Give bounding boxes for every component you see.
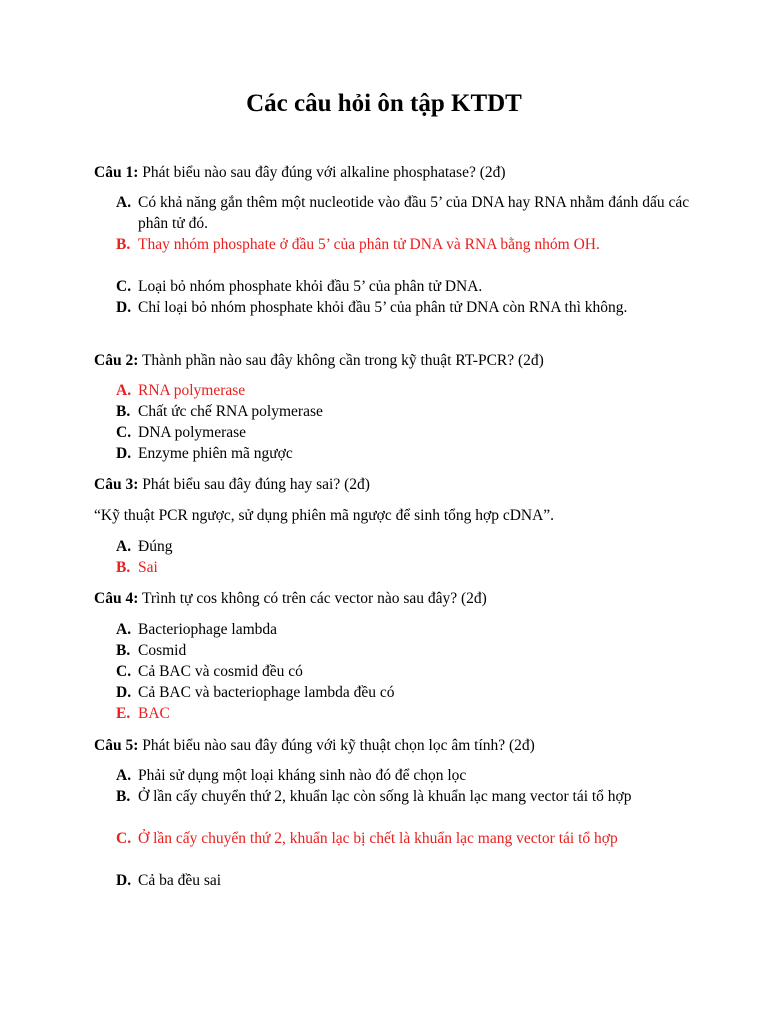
q5-option-c-correct bbox=[116, 828, 698, 849]
question-2 bbox=[94, 350, 714, 371]
q4-option-d bbox=[116, 682, 698, 703]
option-text: Chất ức chế RNA polymerase bbox=[138, 403, 323, 420]
question-3-text: Phát biểu sau đây đúng hay sai? (2đ) bbox=[142, 476, 370, 493]
option-text: Enzyme phiên mã ngược bbox=[138, 445, 293, 462]
q3-option-a bbox=[116, 536, 698, 557]
option-text: Cả ba đều sai bbox=[138, 872, 222, 889]
q1-option-d bbox=[116, 297, 698, 318]
q3-option-b-correct bbox=[116, 557, 698, 578]
option-label: A. bbox=[116, 767, 132, 784]
option-text: BAC bbox=[138, 705, 170, 722]
option-text: Có khả năng gắn thêm một nucleotide vào đầu 5’ của DNA hay RNA nhằm đánh dấu các phân tử đó. bbox=[138, 194, 690, 232]
option-text: Phải sử dụng một loại kháng sinh nào đó để chọn lọc bbox=[138, 767, 467, 784]
q2-option-d bbox=[116, 443, 698, 464]
question-4 bbox=[94, 588, 714, 609]
question-5-label: Câu 5: bbox=[94, 737, 139, 754]
question-2-label: Câu 2: bbox=[94, 352, 139, 369]
option-text: Ở lần cấy chuyển thứ 2, khuẩn lạc bị chết là khuẩn lạc mang vector tái tổ hợp bbox=[138, 830, 618, 847]
option-text: Cả BAC và bacteriophage lambda đều có bbox=[138, 684, 395, 701]
option-text: DNA polymerase bbox=[138, 424, 247, 441]
option-label: C. bbox=[116, 424, 132, 441]
q4-option-b bbox=[116, 640, 698, 661]
option-label: A. bbox=[116, 538, 132, 555]
option-text: Loại bỏ nhóm phosphate khỏi đầu 5’ của phân tử DNA. bbox=[138, 278, 483, 295]
question-4-label: Câu 4: bbox=[94, 590, 139, 607]
q5-option-d bbox=[116, 870, 698, 891]
q2-option-a-correct bbox=[116, 380, 698, 401]
q1-option-b-correct bbox=[116, 234, 698, 255]
option-label: A. bbox=[116, 194, 132, 211]
option-text: Sai bbox=[138, 559, 158, 576]
option-label: D. bbox=[116, 684, 132, 701]
option-text: Thay nhóm phosphate ở đầu 5’ của phân tử DNA và RNA bằng nhóm OH. bbox=[138, 236, 600, 253]
option-label: B. bbox=[116, 788, 131, 805]
option-label: B. bbox=[116, 559, 131, 576]
q1-option-c bbox=[116, 276, 698, 297]
q4-option-c bbox=[116, 661, 698, 682]
q4-option-e-correct bbox=[116, 703, 698, 724]
q1-option-a bbox=[116, 192, 698, 234]
q5-option-a bbox=[116, 765, 698, 786]
option-label: D. bbox=[116, 445, 132, 462]
question-4-text: Trình tự cos không có trên các vector nào sau đây? (2đ) bbox=[141, 590, 487, 607]
option-label: B. bbox=[116, 403, 131, 420]
option-text: Cả BAC và cosmid đều có bbox=[138, 663, 303, 680]
option-label: D. bbox=[116, 299, 132, 316]
question-1-label: Câu 1: bbox=[94, 164, 139, 181]
option-text: Ở lần cấy chuyển thứ 2, khuẩn lạc còn sống là khuẩn lạc mang vector tái tổ hợp bbox=[138, 788, 632, 805]
option-label: C. bbox=[116, 278, 132, 295]
option-label: A. bbox=[116, 621, 132, 638]
option-label: B. bbox=[116, 236, 131, 253]
option-text: Bacteriophage lambda bbox=[138, 621, 278, 638]
question-1-text: Phát biểu nào sau đây đúng với alkaline phosphatase? (2đ) bbox=[142, 164, 506, 181]
option-label: E. bbox=[116, 705, 131, 722]
q2-option-b bbox=[116, 401, 698, 422]
option-text: Đúng bbox=[138, 538, 173, 555]
option-label: C. bbox=[116, 830, 132, 847]
q5-option-b bbox=[116, 786, 698, 807]
question-3-statement: “Kỹ thuật PCR ngược, sử dụng phiên mã ngược để sinh tổng hợp cDNA”. bbox=[94, 507, 555, 524]
question-2-text: Thành phần nào sau đây không cần trong kỹ thuật RT-PCR? (2đ) bbox=[141, 352, 544, 369]
question-5-text: Phát biểu nào sau đây đúng với kỹ thuật chọn lọc âm tính? (2đ) bbox=[142, 737, 535, 754]
option-label: A. bbox=[116, 382, 132, 399]
option-text: RNA polymerase bbox=[138, 382, 246, 399]
q4-option-a bbox=[116, 619, 698, 640]
question-3 bbox=[94, 474, 714, 495]
question-3-label: Câu 3: bbox=[94, 476, 139, 493]
question-5 bbox=[94, 735, 714, 756]
option-label: C. bbox=[116, 663, 132, 680]
option-label: D. bbox=[116, 872, 132, 889]
option-text: Cosmid bbox=[138, 642, 187, 659]
option-label: B. bbox=[116, 642, 131, 659]
q2-option-c bbox=[116, 422, 698, 443]
question-1 bbox=[94, 162, 714, 183]
page-title: Các câu hỏi ôn tập KTDT bbox=[246, 90, 522, 117]
option-text: Chỉ loại bỏ nhóm phosphate khỏi đầu 5’ của phân tử DNA còn RNA thì không. bbox=[138, 299, 628, 316]
